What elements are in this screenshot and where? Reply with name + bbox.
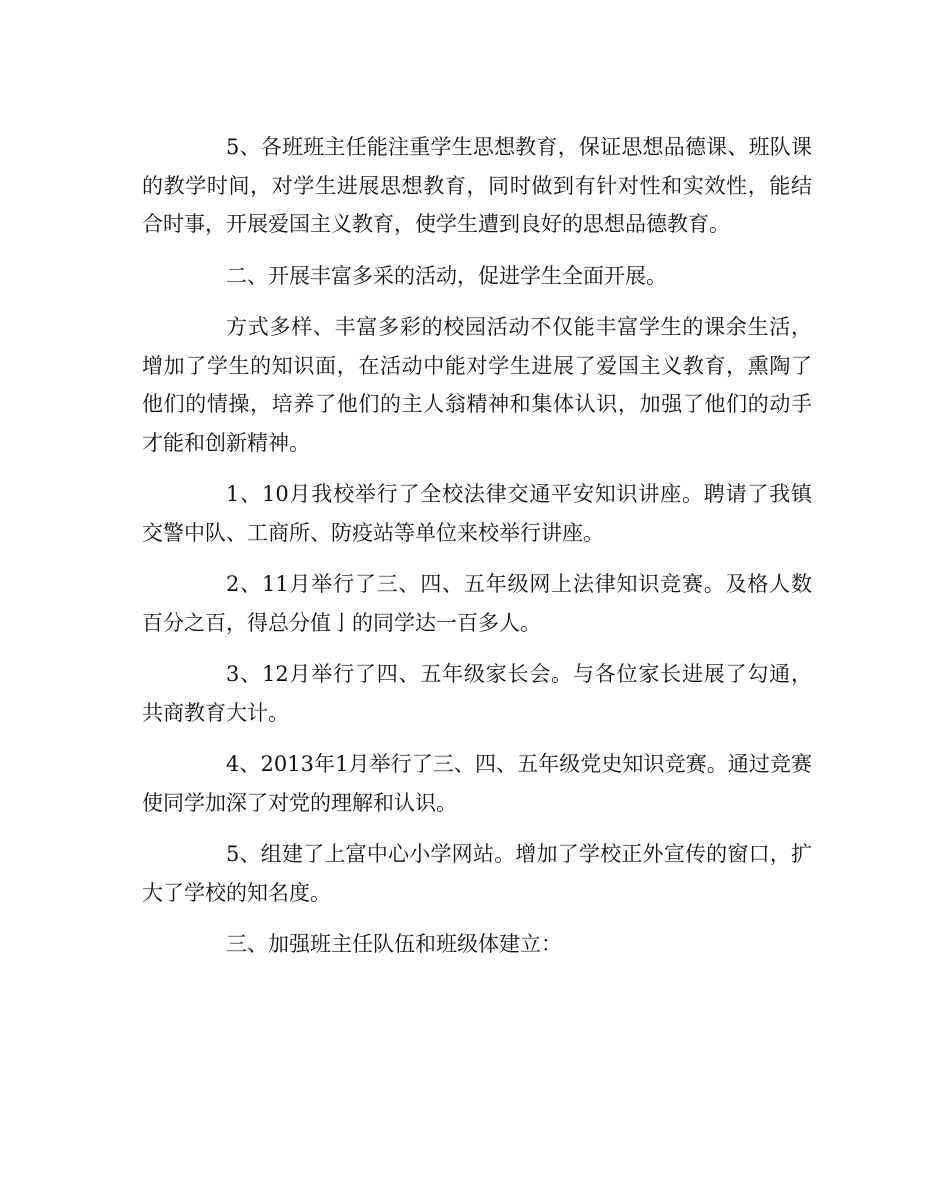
paragraph-item-4-party-history-contest: 4、2013年1月举行了三、四、五年级党史知识竞赛。通过竞赛使同学加深了对党的理解和认识。 xyxy=(142,752,812,815)
document-body xyxy=(142,128,812,977)
paragraph-item-5-school-website: 5、组建了上富中心小学网站。增加了学校正外宣传的窗口，扩大了学校的知名度。 xyxy=(142,842,812,905)
paragraph-item-1-law-lecture: 1、10月我校举行了全校法律交通平安知识讲座。聘请了我镇交警中队、工商所、防疫站等单位来校举行讲座。 xyxy=(142,482,812,545)
paragraph-item-2-law-contest: 2、11月举行了三、四、五年级网上法律知识竞赛。及格人数百分之百，得总分值亅的同学达一百多人。 xyxy=(142,572,812,635)
heading-section-two-activities: 二、开展丰富多采的活动，促进学生全面开展。 xyxy=(226,263,667,288)
paragraph-item-3-parent-meeting: 3、12月举行了四、五年级家长会。与各位家长进展了勾通，共商教育大计。 xyxy=(142,662,812,725)
heading-section-three-class-teachers: 三、加强班主任队伍和班级体建立： xyxy=(226,932,562,956)
paragraph-class-teacher-moral-education: 5、各班班主任能注重学生思想教育，保证思想品德课、班队课的教学时间，对学生进展思想教育，同时做到有针对性和实效性，能结合时事，开展爱国主义教育，使学生遭到良好的思想品德教育。 xyxy=(142,135,812,236)
paragraph-campus-activities: 方式多样、丰富多彩的校园活动不仅能丰富学生的课余生活，增加了学生的知识面，在活动中能对学生进展了爱国主义教育，熏陶了他们的情操，培养了他们的主人翁精神和集体认识，加强了他们的动手才能和创新精神。 xyxy=(142,315,812,455)
